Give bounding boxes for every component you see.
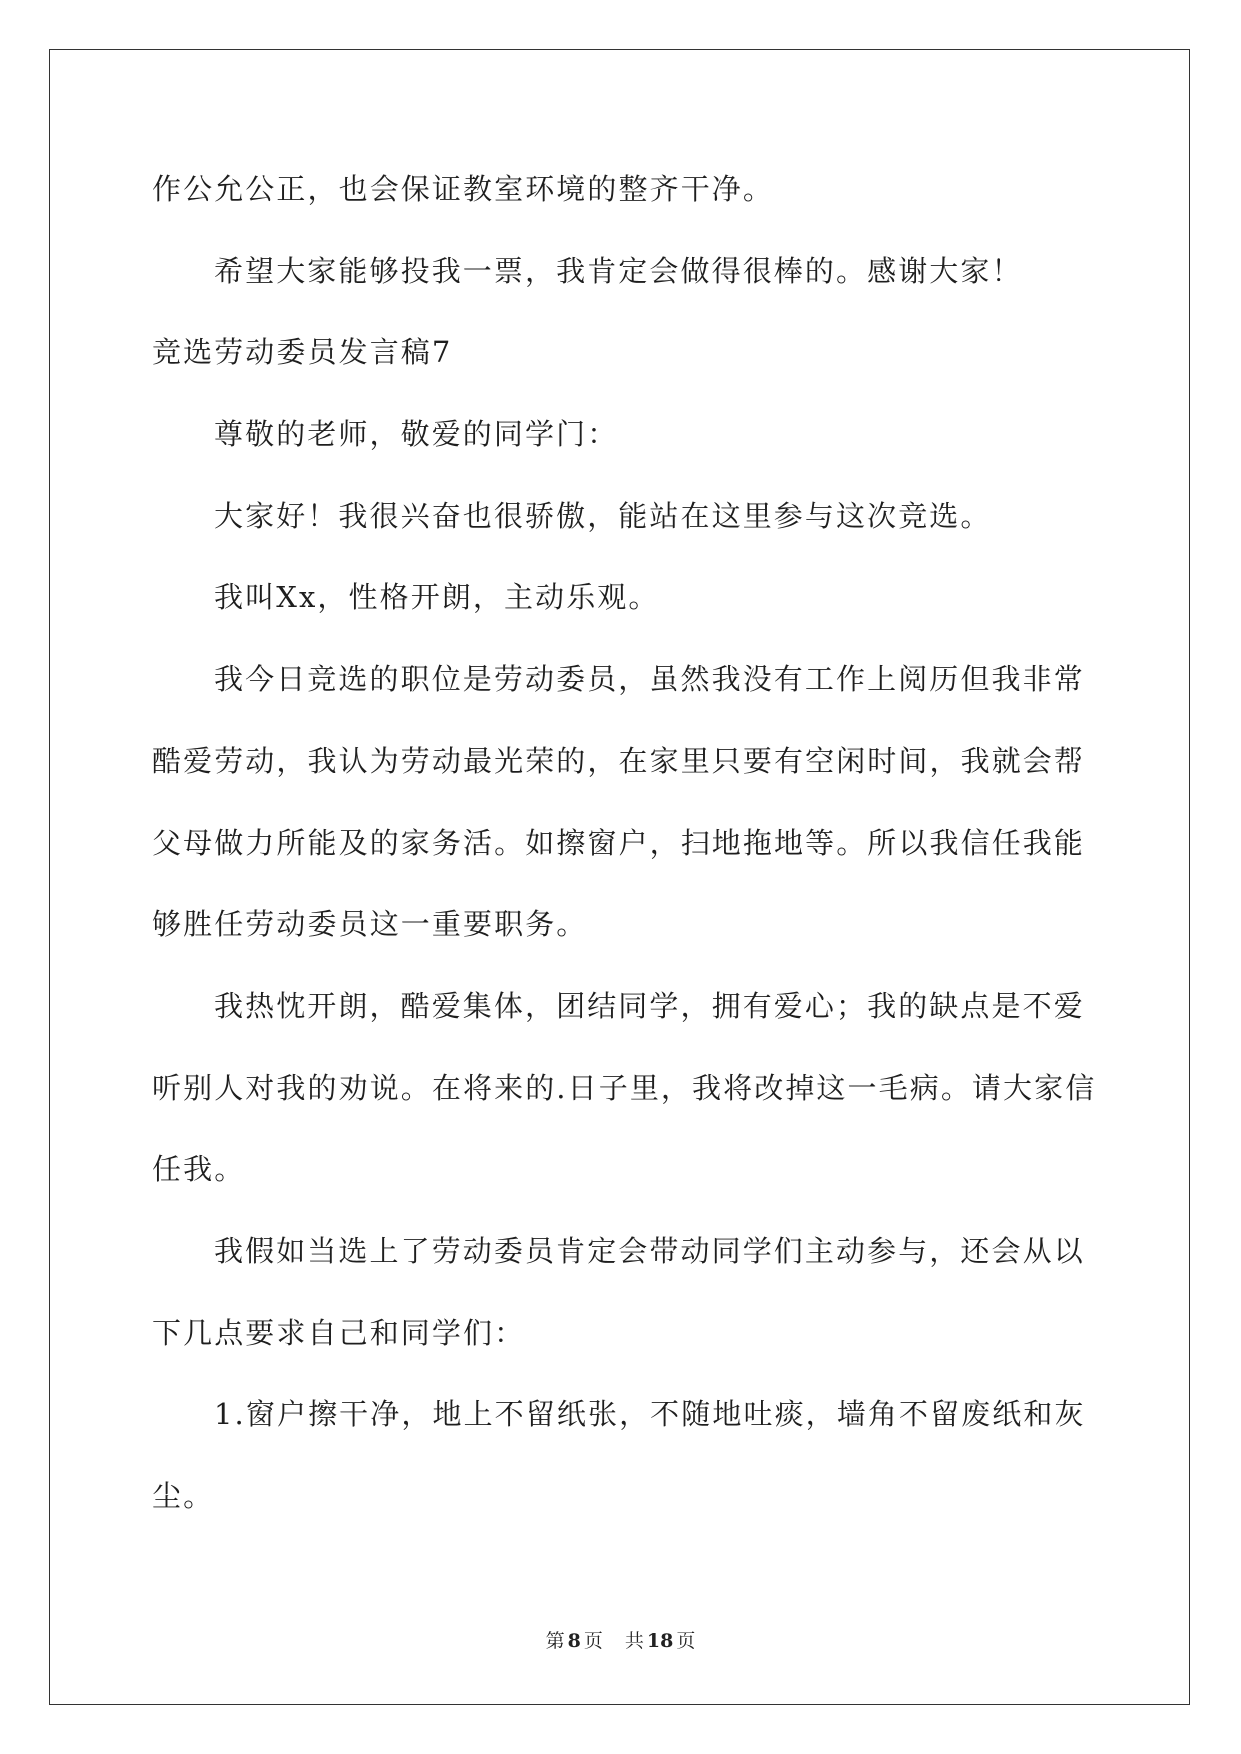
text-line: 希望大家能够投我一票，我肯定会做得很棒的。感谢大家！ xyxy=(214,253,1023,288)
text-line: 酷爱劳动，我认为劳动最光荣的，在家里只要有空闲时间，我就会帮 xyxy=(152,743,1086,778)
text-line: 我叫Xx，性格开朗，主动乐观。 xyxy=(214,580,660,615)
text-line: 父母做力所能及的家务活。如擦窗户，扫地拖地等。所以我信任我能 xyxy=(152,825,1086,860)
page-footer xyxy=(0,1626,1241,1653)
text-line: 大家好！我很兴奋也很骄傲，能站在这里参与这次竞选。 xyxy=(214,498,992,533)
text-line: 我假如当选上了劳动委员肯定会带动同学们主动参与，还会从以 xyxy=(214,1233,1085,1268)
text-line: 尊敬的老师，敬爱的同学门： xyxy=(214,417,619,452)
total-suffix: 页 xyxy=(676,1630,696,1652)
section-heading: 竞选劳动委员发言稿7 xyxy=(152,335,453,370)
document-body xyxy=(152,149,1112,1538)
text-line: 下几点要求自己和同学们： xyxy=(152,1315,526,1350)
paragraph xyxy=(152,1211,1112,1374)
page-number: 8 xyxy=(567,1630,581,1652)
paragraph xyxy=(152,639,1112,966)
paragraph xyxy=(152,557,1112,639)
page-prefix: 第 xyxy=(545,1630,565,1652)
page-suffix: 页 xyxy=(583,1630,603,1652)
text-line: 我热忱开朗，酷爱集体，团结同学，拥有爱心；我的缺点是不爱 xyxy=(214,988,1085,1023)
text-line: 任我。 xyxy=(152,1152,246,1187)
total-pages: 18 xyxy=(646,1630,674,1652)
total-prefix: 共 xyxy=(624,1630,644,1652)
text-line: 作公允公正，也会保证教室环境的整齐干净。 xyxy=(152,172,775,206)
text-line: 尘。 xyxy=(152,1479,215,1513)
text-line: 够胜任劳动委员这一重要职务。 xyxy=(152,907,588,942)
section xyxy=(152,312,1112,1537)
paragraph xyxy=(152,476,1112,558)
text-line: 1.窗户擦干净，地上不留纸张，不随地吐痰，墙角不留废纸和灰 xyxy=(214,1397,1086,1432)
previous-section-tail xyxy=(152,149,1112,312)
paragraph xyxy=(152,1374,1112,1537)
paragraph xyxy=(152,966,1112,1211)
paragraph xyxy=(152,149,1112,231)
text-line: 我今日竞选的职位是劳动委员，虽然我没有工作上阅历但我非常 xyxy=(214,662,1085,697)
text-line: 听别人对我的劝说。在将来的.日子里，我将改掉这一毛病。请大家信 xyxy=(152,1070,1097,1105)
paragraph xyxy=(152,231,1112,313)
paragraph xyxy=(152,394,1112,476)
